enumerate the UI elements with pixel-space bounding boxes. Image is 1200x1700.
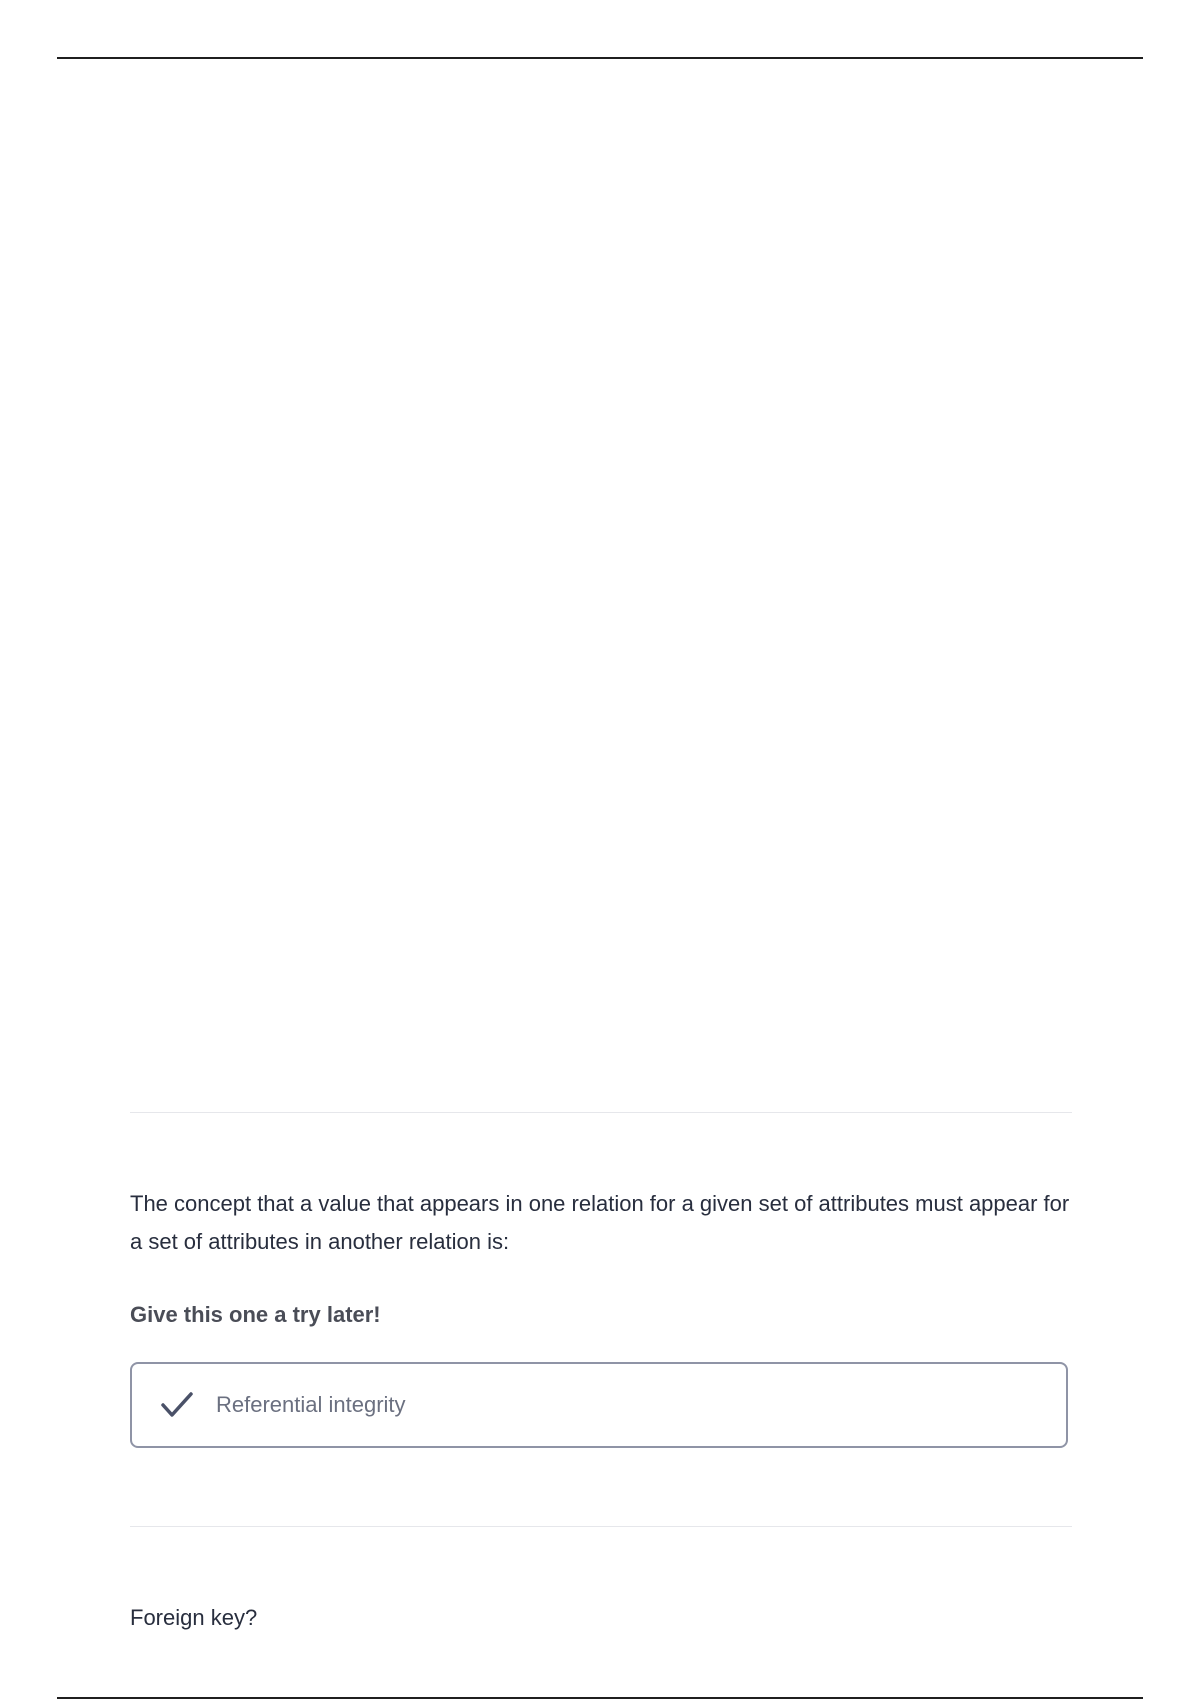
prompt-text: Give this one a try later! — [130, 1302, 381, 1327]
page-bottom-rule — [57, 1697, 1143, 1699]
section-divider — [130, 1526, 1072, 1527]
follow-up-text: Foreign key? — [130, 1605, 258, 1630]
page-top-rule — [57, 57, 1143, 59]
answer-option-label: Referential integrity — [216, 1392, 406, 1417]
question-text: The concept that a value that appears in one relation for a given set of attributes must appear for a set of attributes in another relation is: — [130, 1191, 1070, 1254]
section-divider — [130, 1112, 1072, 1113]
check-icon — [160, 1388, 194, 1422]
answer-option-referential-integrity[interactable] — [130, 1362, 1068, 1448]
